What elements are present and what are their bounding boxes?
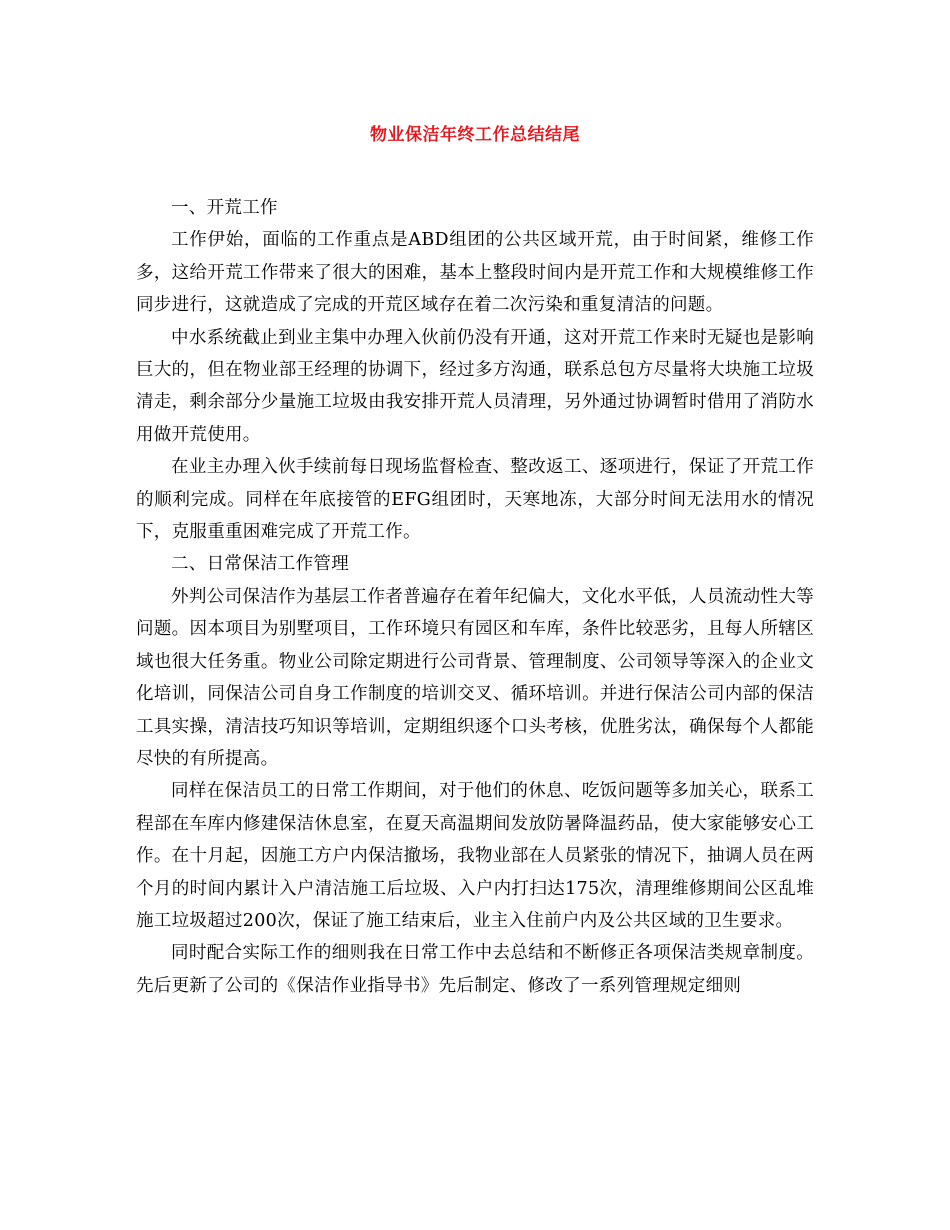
document-title: 物业保洁年终工作总结结尾 xyxy=(370,125,580,145)
paragraph: 同时配合实际工作的细则我在日常工作中去总结和不断修正各项保洁类规章制度。先后更新了公司的《保洁作业指导书》先后制定、修改了一系列管理规定细则 xyxy=(136,943,814,996)
section-heading-2: 二、日常保洁工作管理 xyxy=(171,554,349,575)
paragraph: 工作伊始，面临的工作重点是ABD组团的公共区域开荒，由于时间紧，维修工作多，这给开荒工作带来了很大的困难，基本上整段时间内是开荒工作和大规模维修工作同步进行，这就造成了完成的开荒区域存在着二次污染和重复清洁的问题。 xyxy=(136,230,814,316)
section-heading-1: 一、开荒工作 xyxy=(171,198,278,218)
document-body xyxy=(136,192,814,1002)
paragraph: 在业主办理入伙手续前每日现场监督检查、整改返工、逐项进行，保证了开荒工作的顺利完成。同样在年底接管的EFG组团时，天寒地冻，大部分时间无法用水的情况下，克服重重困难完成了开荒工作。 xyxy=(136,457,814,543)
paragraph: 中水系统截止到业主集中办理入伙前仍没有开通，这对开荒工作来时无疑也是影响巨大的，但在物业部王经理的协调下，经过多方沟通，联系总包方尽量将大块施工垃圾清走，剩余部分少量施工垃圾由我安排开荒人员清理，另外通过协调暂时借用了消防水用做开荒使用。 xyxy=(136,327,814,445)
paragraph: 同样在保洁员工的日常工作期间，对于他们的休息、吃饭问题等多加关心，联系工程部在车库内修建保洁休息室，在夏天高温期间发放防暑降温药品，使大家能够安心工作。在十月起，因施工方户内保洁撤场，我物业部在人员紧张的情况下，抽调人员在两个月的时间内累计入户清洁施工后垃圾、入户内打扫达175次，清理维修期间公区乱堆施工垃圾超过200次，保证了施工结束后，业主入住前户内及公共区域的卫生要求。 xyxy=(136,781,814,931)
paragraph: 外判公司保洁作为基层工作者普遍存在着年纪偏大，文化水平低，人员流动性大等问题。因本项目为别墅项目，工作环境只有园区和车库，条件比较恶劣，且每人所辖区域也很大任务重。物业公司除定期进行公司背景、管理制度、公司领导等深入的企业文化培训，同保洁公司自身工作制度的培训交叉、循环培训。并进行保洁公司内部的保洁工具实操，清洁技巧知识等培训，定期组织逐个口头考核，优胜劣汰，确保每个人都能尽快的有所提高。 xyxy=(136,586,814,769)
